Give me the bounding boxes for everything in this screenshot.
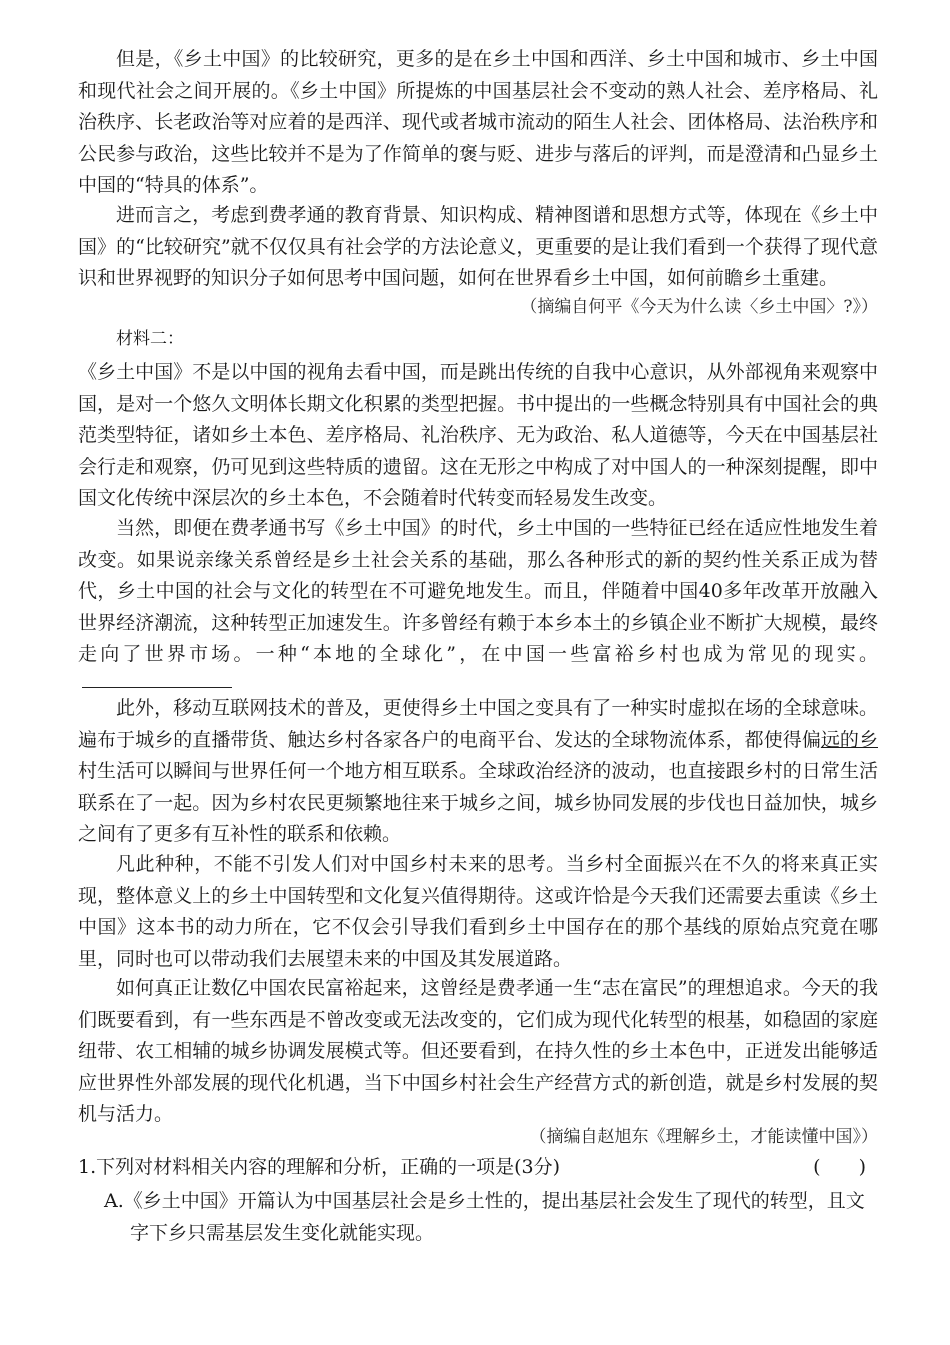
material2-paragraph-1: 《乡土中国》不是以中国的视角去看中国，而是跳出传统的自我中心意识，从外部视角来观察中国，是对一个悠久文明体长期文化积累的类型把握。书中提出的一些概念特别具有中国社会的典范类型特征，诸如乡土本色、差序格局、礼治秩序、无为政治、私人道德等，今天在中国基层社会行走和观察，仍可见到这些特质的遗留。这在无形之中构成了对中国人的一种深刻提醒，即中国文化传统中深层次的乡土本色，不会随着时代转变而轻易发生改变。 <box>78 361 878 509</box>
question-1-stem: 1.下列对材料相关内容的理解和分析，正确的一项是(3分) <box>78 1156 561 1178</box>
material1-source: （摘编自何平《今天为什么读〈乡土中国〉?》） <box>520 297 878 317</box>
material2-paragraph-3 <box>78 693 878 851</box>
fill-blank-line <box>82 686 232 688</box>
material2-source: （摘编自赵旭东《理解乡土，才能读懂中国》） <box>529 1127 878 1147</box>
underlined-phrase: 远的乡 <box>820 728 878 751</box>
material2-label: 材料二： <box>116 329 184 349</box>
material2-paragraph-5: 如何真正让数亿中国农民富裕起来，这曾经是费孝通一生“志在富民”的理想追求。今天的我们既要看到，有一些东西是不曾改变或无法改变的，它们成为现代化转型的根基，如稳固的家庭纽带、农工相辅的城乡协调发展模式等。但还要看到，在持久性的乡土本色中，正迸发出能够适应世界性外部发展的现代化机遇，当下中国乡村社会生产经营方式的新创造，就是乡村发展的契机与活力。 <box>78 977 878 1125</box>
question-1-option-a: A.《乡土中国》开篇认为中国基层社会是乡土性的，提出基层社会发生了现代的转型，且文字下乡只需基层发生变化就能实现。 <box>104 1190 865 1244</box>
material2-paragraph-2-end: 。 <box>858 643 878 665</box>
material2-paragraph-2 <box>78 513 878 702</box>
material2-paragraph-4: 凡此种种，不能不引发人们对中国乡村未来的思考。当乡村全面振兴在不久的将来真正实现，整体意义上的乡土中国转型和文化复兴值得期待。这或许恰是今天我们还需要去重读《乡土中国》这本书的动力所在，它不仅会引导我们看到乡土中国存在的那个基线的原始点究竟在哪里，同时也可以带动我们去展望未来的中国及其发展道路。 <box>78 853 878 970</box>
material1-paragraph-1: 但是，《乡土中国》的比较研究，更多的是在乡土中国和西洋、乡土中国和城市、乡土中国和现代社会之间开展的。《乡土中国》所提炼的中国基层社会不变动的熟人社会、差序格局、礼治秩序、长老政治等对应着的是西洋、现代或者城市流动的陌生人社会、团体格局、法治秩序和公民参与政治，这些比较并不是为了作简单的褒与贬、进步与落后的评判，而是澄清和凸显乡土中国的“特具的体系”。 <box>78 48 878 196</box>
answer-parentheses: ( ) <box>813 1156 866 1178</box>
material1-paragraph-2: 进而言之，考虑到费孝通的教育背景、知识构成、精神图谱和思想方式等，体现在《乡土中国》的“比较研究”就不仅仅具有社会学的方法论意义，更重要的是让我们看到一个获得了现代意识和世界视野的知识分子如何思考中国问题，如何在世界看乡土中国，如何前瞻乡土重建。 <box>78 204 878 289</box>
material2-paragraph-3-post: 村生活可以瞬间与世界任何一个地方相互联系。全球政治经济的波动，也直接跟乡村的日常生活联系在了一起。因为乡村农民更频繁地往来于城乡之间，城乡协同发展的步伐也日益加快，城乡之间有了更多有互补性的联系和依赖。 <box>78 760 878 845</box>
material2-paragraph-3-pre: 此外，移动互联网技术的普及，更使得乡土中国之变具有了一种实时虚拟在场的全球意味。遍布于城乡的直播带货、触达乡村各家各户的电商平台、发达的全球物流体系，都使得偏 <box>78 697 878 751</box>
material2-paragraph-2-text: 当然，即便在费孝通书写《乡土中国》的时代，乡土中国的一些特征已经在适应性地发生着改变。如果说亲缘关系曾经是乡土社会关系的基础，那么各种形式的新的契约性关系正成为替代，乡土中国的社会与文化的转型在不可避免地发生。而且，伴随着中国40多年改革开放融入世界经济潮流，这种转型正加速发生。许多曾经有赖于本乡本土的乡镇企业不断扩大规模，最终走向了世界市场。一种“本地的全球化”，在中国一些富裕乡村也成为常见的现实 <box>78 517 878 665</box>
